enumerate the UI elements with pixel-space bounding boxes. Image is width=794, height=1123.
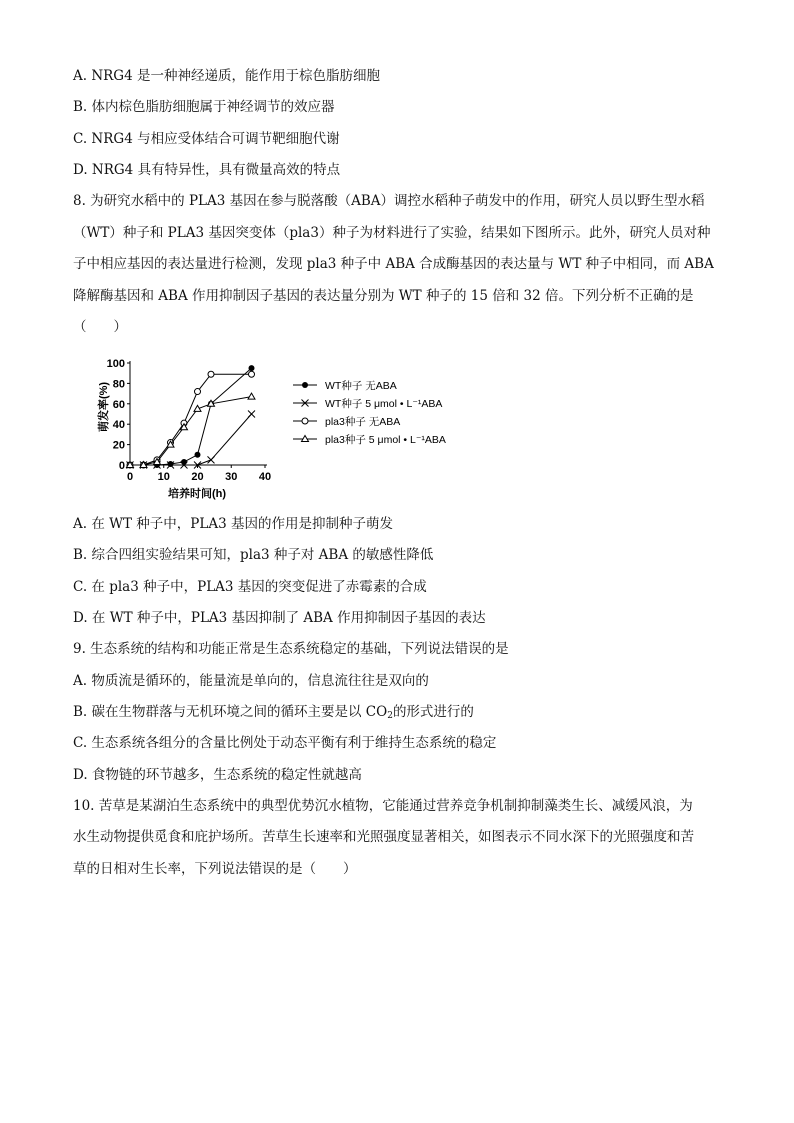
q7-option-d: D. NRG4 具有特异性，具有微量高效的特点 xyxy=(73,162,341,178)
chart-series xyxy=(127,365,256,468)
legend-label: pla3种子 无ABA xyxy=(325,416,401,428)
x-tick-label: 0 xyxy=(126,471,134,483)
y-tick-label: 40 xyxy=(112,419,125,432)
data-point-filled-circle xyxy=(302,382,308,388)
series-0 xyxy=(127,365,255,468)
data-point-open-circle xyxy=(302,418,308,424)
legend-item-0 xyxy=(293,379,397,392)
data-point-filled-circle xyxy=(181,459,187,465)
q8-stem-line-5: （ ） xyxy=(73,319,127,335)
chart-legend xyxy=(293,379,446,446)
q8-option-a: A. 在 WT 种子中，PLA3 基因的作用是抑制种子萌发 xyxy=(73,516,393,532)
q7-option-a: A. NRG4 是一种神经递质，能作用于棕色脂肪细胞 xyxy=(73,68,380,84)
x-tick-label: 40 xyxy=(258,471,272,483)
y-tick-label: 20 xyxy=(112,439,125,452)
q10-stem-line-1: 10. 苦草是某湖泊生态系统中的典型优势沉水植物，它能通过营养竞争机制抑制藻类生长、减缓风浪，为 xyxy=(73,798,693,814)
x-tick-label: 20 xyxy=(191,471,204,483)
q9-option-c: C. 生态系统各组分的含量比例处于动态平衡有利于维持生态系统的稳定 xyxy=(73,735,497,751)
q10-stem-line-2: 水生动物提供觅食和庇护场所。苦草生长速率和光照强度显著相关，如图表示不同水深下的光照强度和苦 xyxy=(73,829,694,845)
y-tick-label: 80 xyxy=(112,378,125,391)
q9-stem: 9. 生态系统的结构和功能正常是生态系统稳定的基础，下列说法错误的是 xyxy=(73,641,509,657)
legend-item-2 xyxy=(293,415,400,428)
x-tick-label: 10 xyxy=(157,471,170,483)
legend-item-3 xyxy=(293,433,446,446)
series-line xyxy=(130,374,252,465)
series-2 xyxy=(127,371,255,468)
data-point-filled-circle xyxy=(249,365,255,371)
q8-stem-line-1: 8. 为研究水稻中的 PLA3 基因在参与脱落酸（ABA）调控水稻种子萌发中的作用，研究人员以野生型水稻 xyxy=(73,193,705,209)
series-line xyxy=(130,368,252,465)
q7-option-b: B. 体内棕色脂肪细胞属于神经调节的效应器 xyxy=(73,99,335,115)
x-tick-label: 30 xyxy=(225,471,238,483)
series-3 xyxy=(127,393,256,467)
q8-option-b: B. 综合四组实验结果可知，pla3 种子对 ABA 的敏感性降低 xyxy=(73,547,434,563)
x-axis-label: 培养时间(h) xyxy=(167,488,227,500)
q9-option-b-text: B. 碳在生物群落与无机环境之间的循环主要是以 CO xyxy=(73,704,388,720)
y-tick-label: 0 xyxy=(118,460,125,472)
data-point-cross xyxy=(208,456,215,463)
q9-option-b-tail: 的形式进行的 xyxy=(392,704,474,720)
q10-stem-line-3: 草的日相对生长率，下列说法错误的是（ ） xyxy=(73,861,357,877)
q9-option-b xyxy=(73,703,474,725)
legend-label: pla3种子 5 μmol • L⁻¹ABA xyxy=(325,434,446,446)
data-point-open-circle xyxy=(249,371,255,377)
data-point-open-triangle xyxy=(248,393,255,399)
legend-label: WT种子 无ABA xyxy=(325,380,397,392)
q8-option-c: C. 在 pla3 种子中，PLA3 基因的突变促进了赤霉素的合成 xyxy=(73,579,427,595)
q8-option-d: D. 在 WT 种子中，PLA3 基因抑制了 ABA 作用抑制因子基因的表达 xyxy=(73,610,486,626)
q9-option-a: A. 物质流是循环的，能量流是单向的，信息流往往是双向的 xyxy=(73,673,429,689)
q9-option-d: D. 食物链的环节越多，生态系统的稳定性就越高 xyxy=(73,767,362,783)
y-axis-label: 萌发率(%) xyxy=(98,381,110,433)
q8-stem-line-4: 降解酶基因和 ABA 作用抑制因子基因的表达量分别为 WT 种子的 15 倍和 32 倍。下列分析不正确的是 xyxy=(73,288,694,304)
legend-item-1 xyxy=(293,397,442,410)
y-tick-label: 60 xyxy=(112,398,125,411)
data-point-open-circle xyxy=(195,389,201,395)
q8-stem-line-2: （WT）种子和 PLA3 基因突变体（pla3）种子为材料进行了实验，结果如下图所示。此外，研究人员对种 xyxy=(73,225,711,241)
germination-chart xyxy=(98,352,495,502)
data-point-cross xyxy=(248,411,255,418)
data-point-filled-circle xyxy=(168,461,174,467)
legend-label: WT种子 5 μmol • L⁻¹ABA xyxy=(325,398,443,410)
q7-option-c: C. NRG4 与相应受体结合可调节靶细胞代谢 xyxy=(73,131,340,147)
data-point-open-circle xyxy=(208,371,214,377)
y-tick-label: 100 xyxy=(106,358,125,370)
series-1 xyxy=(127,411,256,469)
data-point-filled-circle xyxy=(195,452,201,458)
q8-stem-line-3: 子中相应基因的表达量进行检测，发现 pla3 种子中 ABA 合成酶基因的表达量与 WT 种子中相同，而 ABA xyxy=(73,256,714,272)
co2-subscript: 2 xyxy=(387,711,393,721)
series-line xyxy=(130,414,252,465)
